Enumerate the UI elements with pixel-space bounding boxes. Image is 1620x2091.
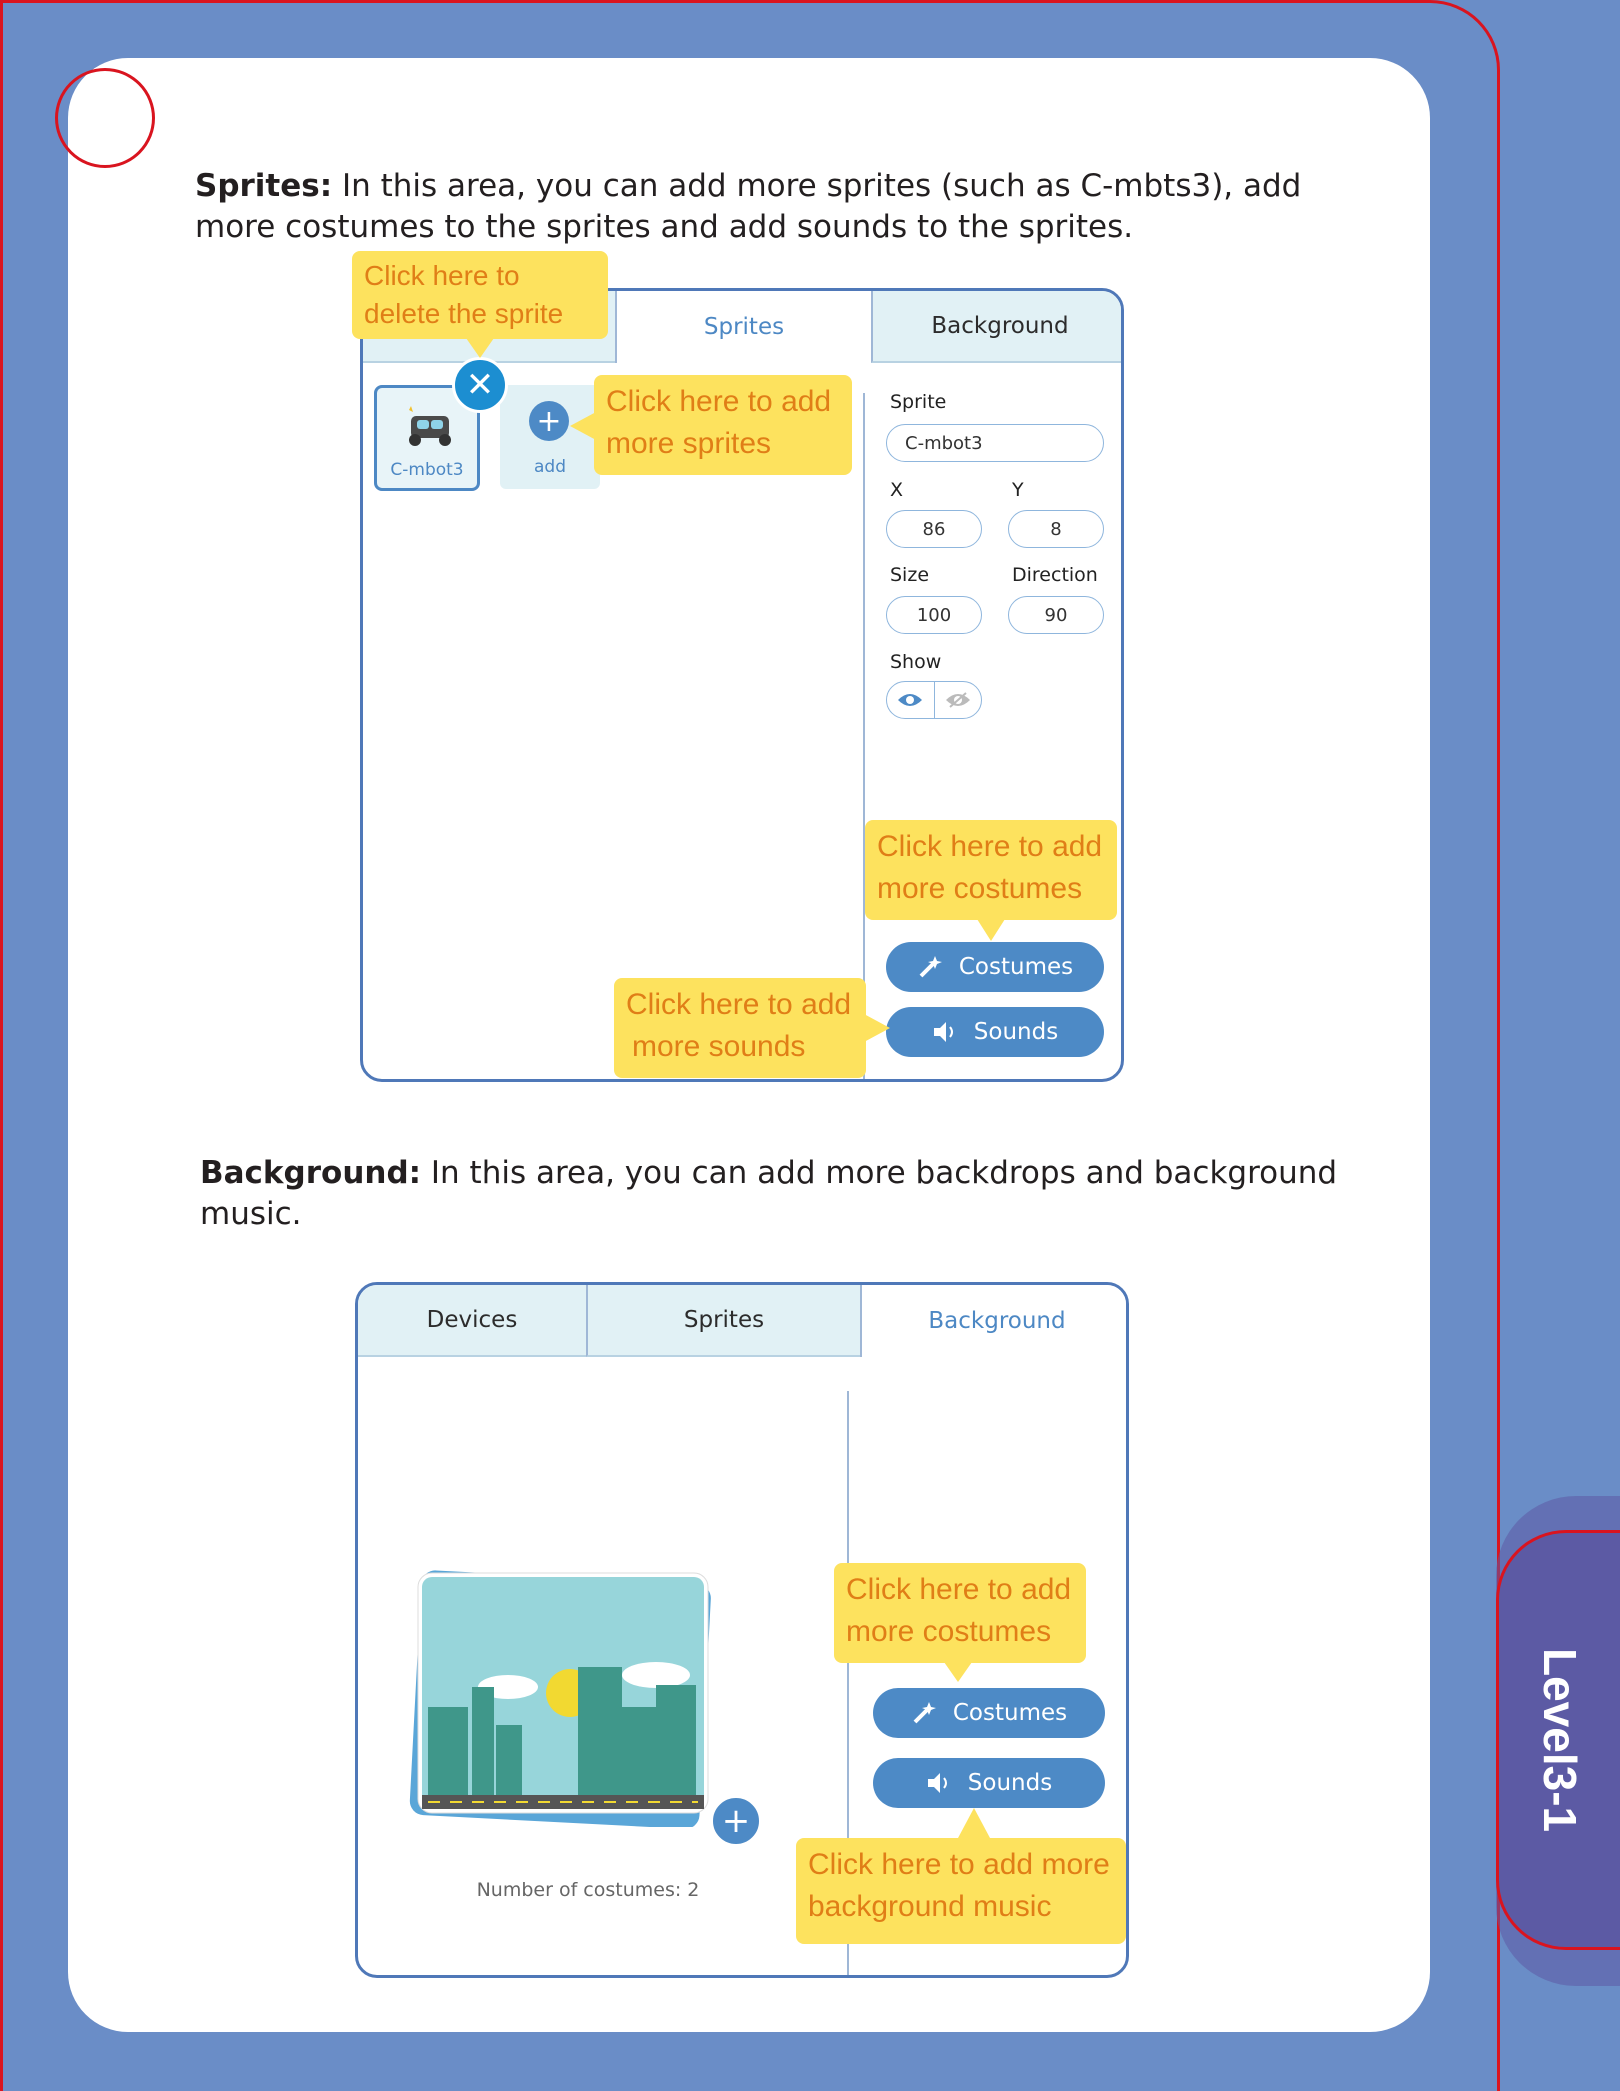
level-tab-label: Level3-1	[1534, 1647, 1586, 1833]
tab-devices[interactable]: Devices	[358, 1285, 586, 1357]
tab-sprites[interactable]: Sprites	[586, 1285, 860, 1357]
binder-hole	[55, 68, 155, 168]
callout-delete-sprite: Click here to delete the sprite	[352, 251, 608, 339]
callout-add-sounds: Click here to add more sounds	[614, 978, 866, 1078]
callout-pointer	[570, 412, 596, 440]
sprites-description: Sprites: In this area, you can add more sprites (such as C-mbts3), add more costumes to the sprites and add sounds to the sprites.	[195, 168, 1302, 245]
eye-hidden-icon[interactable]	[935, 682, 982, 718]
sprite-name-label: Sprite	[890, 391, 947, 413]
close-icon: ✕	[465, 365, 495, 405]
direction-label: Direction	[1012, 564, 1098, 586]
tab-background[interactable]: Background	[860, 1285, 1129, 1357]
speaker-icon	[932, 1019, 958, 1045]
show-label: Show	[890, 651, 942, 673]
callout-pointer	[958, 1808, 990, 1838]
callout-add-costumes: Click here to add more costumes	[865, 820, 1117, 920]
x-label: X	[890, 479, 904, 501]
tab-sprites[interactable]: Sprites	[615, 291, 871, 363]
add-tile-label: add	[534, 457, 566, 477]
costumes-button-label: Costumes	[952, 1700, 1068, 1726]
costumes-button[interactable]	[873, 1688, 1105, 1738]
callout-pointer	[977, 919, 1005, 941]
delete-sprite-button[interactable]	[452, 357, 508, 413]
sprite-tile-label: C-mbot3	[390, 460, 464, 480]
plus-icon: +	[529, 401, 569, 441]
callout-pointer	[864, 1014, 890, 1042]
mbot-icon	[405, 404, 455, 448]
tab-background[interactable]: Background	[871, 291, 1124, 363]
y-label: Y	[1012, 479, 1024, 501]
callout-pointer	[466, 338, 494, 358]
sounds-button-label: Sounds	[967, 1770, 1053, 1796]
background-description: Background: In this area, you can add more backdrops and background music.	[200, 1155, 1338, 1232]
eye-icon[interactable]	[887, 682, 935, 718]
sounds-button[interactable]	[873, 1758, 1105, 1808]
add-backdrop-button[interactable]	[710, 1795, 762, 1847]
show-toggle[interactable]	[886, 681, 982, 719]
size-label: Size	[890, 564, 930, 586]
direction-field[interactable]: 90	[1008, 596, 1104, 634]
sounds-button-label: Sounds	[973, 1019, 1059, 1045]
plus-icon: +	[721, 1801, 751, 1841]
x-field[interactable]: 86	[886, 510, 982, 548]
speaker-icon	[926, 1770, 952, 1796]
sprite-name-field[interactable]: C-mbot3	[886, 424, 1104, 462]
sounds-button[interactable]	[886, 1007, 1104, 1057]
y-field[interactable]: 8	[1008, 510, 1104, 548]
costumes-button[interactable]	[886, 942, 1104, 992]
magic-wand-icon	[911, 1700, 937, 1726]
callout-add-costumes-bg: Click here to add more costumes	[834, 1563, 1086, 1663]
costumes-button-label: Costumes	[958, 954, 1074, 980]
callout-pointer	[944, 1662, 972, 1682]
magic-wand-icon	[917, 954, 943, 980]
panel-divider	[863, 393, 865, 1082]
callout-add-sprites: Click here to add more sprites	[594, 375, 852, 475]
size-field[interactable]: 100	[886, 596, 982, 634]
backdrop-thumbnail[interactable]	[398, 1557, 718, 1827]
callout-add-music: Click here to add more background music	[796, 1838, 1126, 1944]
costume-count: Number of costumes: 2	[476, 1879, 700, 1901]
